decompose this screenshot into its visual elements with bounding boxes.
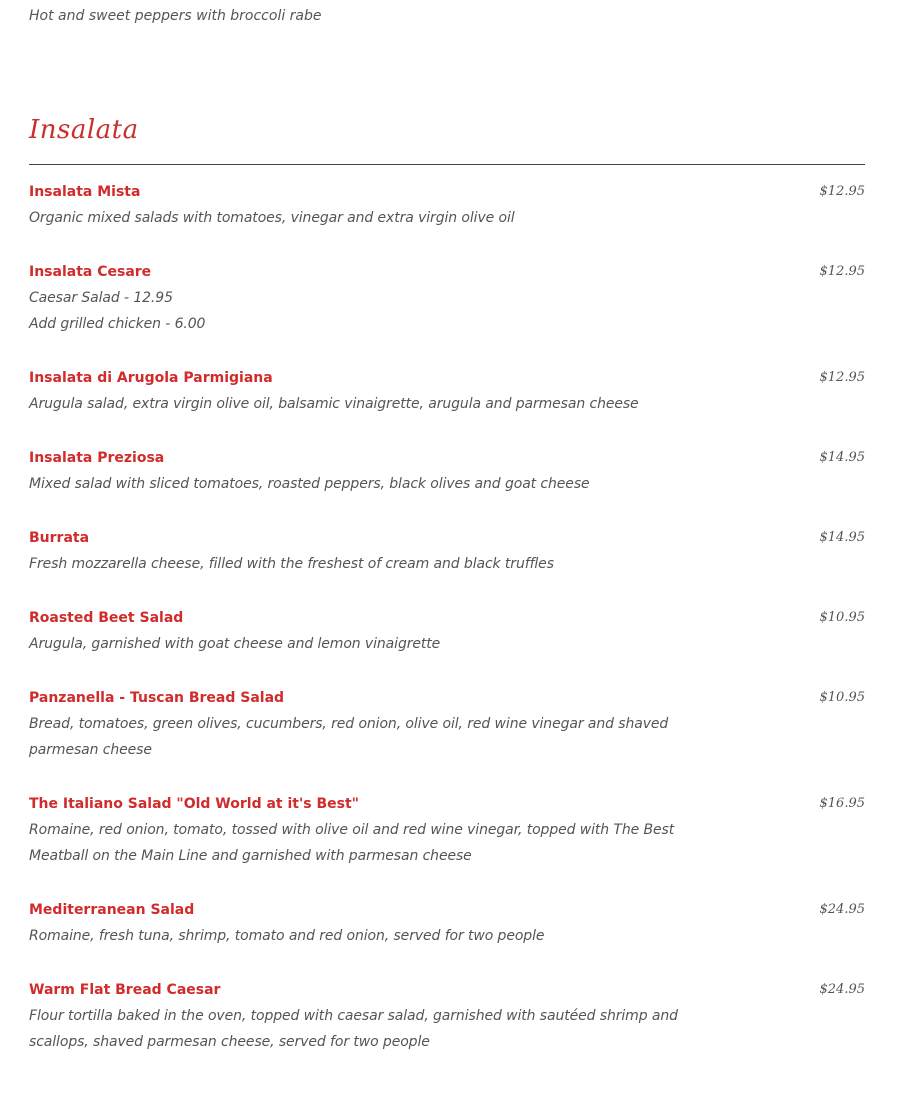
- section-title: Insalata: [29, 115, 139, 145]
- menu-item-description: Arugula, garnished with goat cheese and lemon vinaigrette: [29, 636, 441, 652]
- menu-item: [29, 445, 865, 497]
- menu-item-price: $14.95: [819, 530, 865, 545]
- menu-item-description: Flour tortilla baked in the oven, topped with caesar salad, garnished with sautéed shrimp and scallops, shaved parmesan cheese, served for two people: [29, 1008, 678, 1050]
- menu-item-list: [29, 179, 865, 1083]
- menu-item-price: $10.95: [819, 610, 865, 625]
- menu-item-description: Romaine, red onion, tomato, tossed with olive oil and red wine vinegar, topped with The Best Meatball on the Main Line and garnished with parmesan cheese: [29, 822, 675, 864]
- menu-item-name: Insalata di Arugola Parmigiana: [29, 370, 273, 386]
- menu-item-name: Insalata Preziosa: [29, 450, 165, 466]
- menu-item-description: Bread, tomatoes, green olives, cucumbers, red onion, olive oil, red wine vinegar and shaved parmesan cheese: [29, 716, 669, 758]
- menu-item-description: Fresh mozzarella cheese, filled with the freshest of cream and black truffles: [29, 556, 554, 572]
- menu-item-name: The Italiano Salad "Old World at it's Best": [29, 796, 359, 812]
- menu-item-price: $12.95: [819, 264, 865, 279]
- menu-item-description: Arugula salad, extra virgin olive oil, balsamic vinaigrette, arugula and parmesan cheese: [29, 396, 639, 412]
- menu-item: [29, 179, 865, 231]
- menu-item: [29, 365, 865, 417]
- menu-item-price: $12.95: [819, 184, 865, 199]
- previous-item-description: Hot and sweet peppers with broccoli rabe: [29, 8, 322, 24]
- menu-item-name: Insalata Mista: [29, 184, 141, 200]
- menu-item: [29, 685, 865, 763]
- menu-item-name: Warm Flat Bread Caesar: [29, 982, 221, 998]
- menu-item-price: $24.95: [819, 982, 865, 997]
- menu-item: [29, 259, 865, 337]
- menu-item: [29, 605, 865, 657]
- menu-item-description: Organic mixed salads with tomatoes, vinegar and extra virgin olive oil: [29, 210, 515, 226]
- menu-item-price: $24.95: [819, 902, 865, 917]
- menu-item: [29, 977, 865, 1055]
- menu-item-name: Insalata Cesare: [29, 264, 152, 280]
- menu-item-price: $14.95: [819, 450, 865, 465]
- menu-item-description: Romaine, fresh tuna, shrimp, tomato and red onion, served for two people: [29, 928, 545, 944]
- menu-item-description: Add grilled chicken - 6.00: [29, 316, 206, 332]
- menu-item: [29, 897, 865, 949]
- menu-item-description: Caesar Salad - 12.95: [29, 290, 173, 306]
- menu-item-name: Burrata: [29, 530, 90, 546]
- menu-item-description: Mixed salad with sliced tomatoes, roasted peppers, black olives and goat cheese: [29, 476, 590, 492]
- section-divider: [29, 164, 865, 165]
- menu-item-price: $10.95: [819, 690, 865, 705]
- menu-item: [29, 791, 865, 869]
- menu-item-name: Panzanella - Tuscan Bread Salad: [29, 690, 285, 706]
- menu-item-price: $16.95: [819, 796, 865, 811]
- menu-item: [29, 525, 865, 577]
- menu-item-name: Mediterranean Salad: [29, 902, 195, 918]
- menu-item-price: $12.95: [819, 370, 865, 385]
- menu-item-name: Roasted Beet Salad: [29, 610, 184, 626]
